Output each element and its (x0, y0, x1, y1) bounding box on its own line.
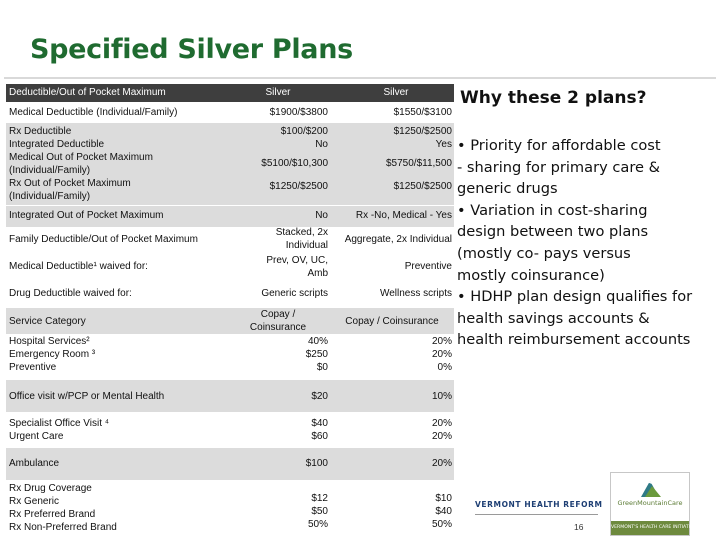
table-cell: $1250/$2500 Yes $5750/$11,500 $1250/$2500 (386, 126, 452, 192)
table-cell: $10 $40 50% (431, 493, 452, 530)
table-cell: Rx Drug Coverage Rx Generic Rx Preferred Brand Rx Non-Preferred Brand (9, 483, 117, 533)
rationale-line: • Priority for affordable cost (457, 137, 661, 154)
table-cell: 40% $250 $0 (305, 336, 328, 373)
table-cell: Rx -No, Medical - Yes (355, 210, 452, 221)
table-row (6, 287, 454, 305)
table-cell: Wellness scripts (379, 288, 452, 299)
table-cell: $1900/$3800 (269, 107, 328, 118)
table-row (6, 448, 454, 480)
table-cell: 10% (431, 391, 452, 402)
rationale-line: design between two plans (457, 223, 649, 241)
table-cell: Aggregate, 2x Individual (344, 234, 452, 245)
table-cell: Drug Deductible waived for: (9, 288, 132, 299)
table-row (6, 417, 454, 447)
table-cell: Preventive (404, 261, 452, 272)
page-title: Specified Silver Plans (30, 34, 353, 65)
table-header-row (6, 84, 454, 102)
table-cell: Integrated Out of Pocket Maximum (9, 210, 164, 221)
panel-heading: Why these 2 plans? (460, 88, 647, 108)
mountain-icon (611, 473, 689, 521)
table-cell: $100 (305, 458, 328, 469)
rationale-line: • Variation in cost-sharing (457, 201, 648, 219)
table-cell: Copay / Coinsurance (249, 309, 307, 333)
page-number: 16 (574, 522, 584, 532)
title-divider (4, 77, 716, 79)
rationale-line: - sharing for primary care & (457, 158, 661, 176)
rationale-line: health reimbursement accounts (457, 331, 691, 349)
table-cell: Hospital Services² Emergency Room ³ Preventive (9, 336, 96, 373)
table-cell: $12 $50 50% (307, 493, 328, 530)
rationale-line: health savings accounts & (457, 309, 650, 327)
table-cell: $40 $60 (311, 418, 328, 442)
logo-tagline: VERMONT'S HEALTH CARE INITIATIVES (611, 521, 689, 535)
table-row (6, 308, 454, 334)
table-cell: Deductible/Out of Pocket Maximum (9, 87, 166, 98)
table-row (6, 335, 454, 377)
table-row (6, 482, 454, 536)
table-row (6, 226, 454, 254)
table-cell: Service Category (9, 316, 86, 327)
table-row (6, 106, 454, 122)
table-cell: Specialist Office Visit ⁴ Urgent Care (9, 418, 110, 442)
table-cell: Medical Deductible (Individual/Family) (9, 107, 178, 118)
table-cell: $100/$200 No $5100/$10,300 $1250/$2500 (261, 126, 328, 192)
table-cell: Ambulance (9, 458, 60, 469)
table-cell: Rx Deductible Integrated Deductible Medical Out of Pocket Maximum (Individual/Family) Rx Out of Pocket Maximum (Individual/Family) (9, 126, 153, 202)
green-mountain-care-logo (610, 472, 699, 536)
table-cell: 20% (431, 458, 452, 469)
table-cell: Medical Deductible¹ waived for: (9, 261, 148, 272)
table-cell: 20% 20% (431, 418, 452, 442)
table-row (6, 380, 454, 412)
table-cell: Silver (383, 87, 409, 98)
rationale-line: • HDHP plan design qualifies for (457, 288, 693, 306)
table-row (6, 254, 454, 284)
rationale-line: mostly coinsurance) (457, 266, 605, 284)
rationale-line: (mostly co- pays versus (457, 244, 631, 262)
table-row (6, 206, 454, 227)
table-cell: $20 (311, 391, 328, 402)
footer-org: VERMONT HEALTH REFORM (475, 500, 603, 509)
table-cell: Silver (265, 87, 291, 98)
footer-divider (475, 514, 598, 515)
table-row (6, 123, 454, 206)
table-cell: 20% 20% 0% (431, 336, 452, 373)
rationale-line: generic drugs (457, 180, 558, 198)
table-cell: No (315, 210, 328, 221)
logo-wordmark: GreenMountainCare (617, 499, 683, 507)
rationale-list (457, 135, 719, 351)
table-cell: Family Deductible/Out of Pocket Maximum (9, 234, 198, 245)
table-cell: Generic scripts (261, 288, 328, 299)
table-cell: Stacked, 2x Individual (275, 227, 328, 251)
table-cell: $1550/$3100 (393, 107, 452, 118)
table-cell: Prev, OV, UC, Amb (266, 255, 328, 279)
table-cell: Copay / Coinsurance (345, 316, 439, 327)
table-cell: Office visit w/PCP or Mental Health (9, 391, 165, 402)
